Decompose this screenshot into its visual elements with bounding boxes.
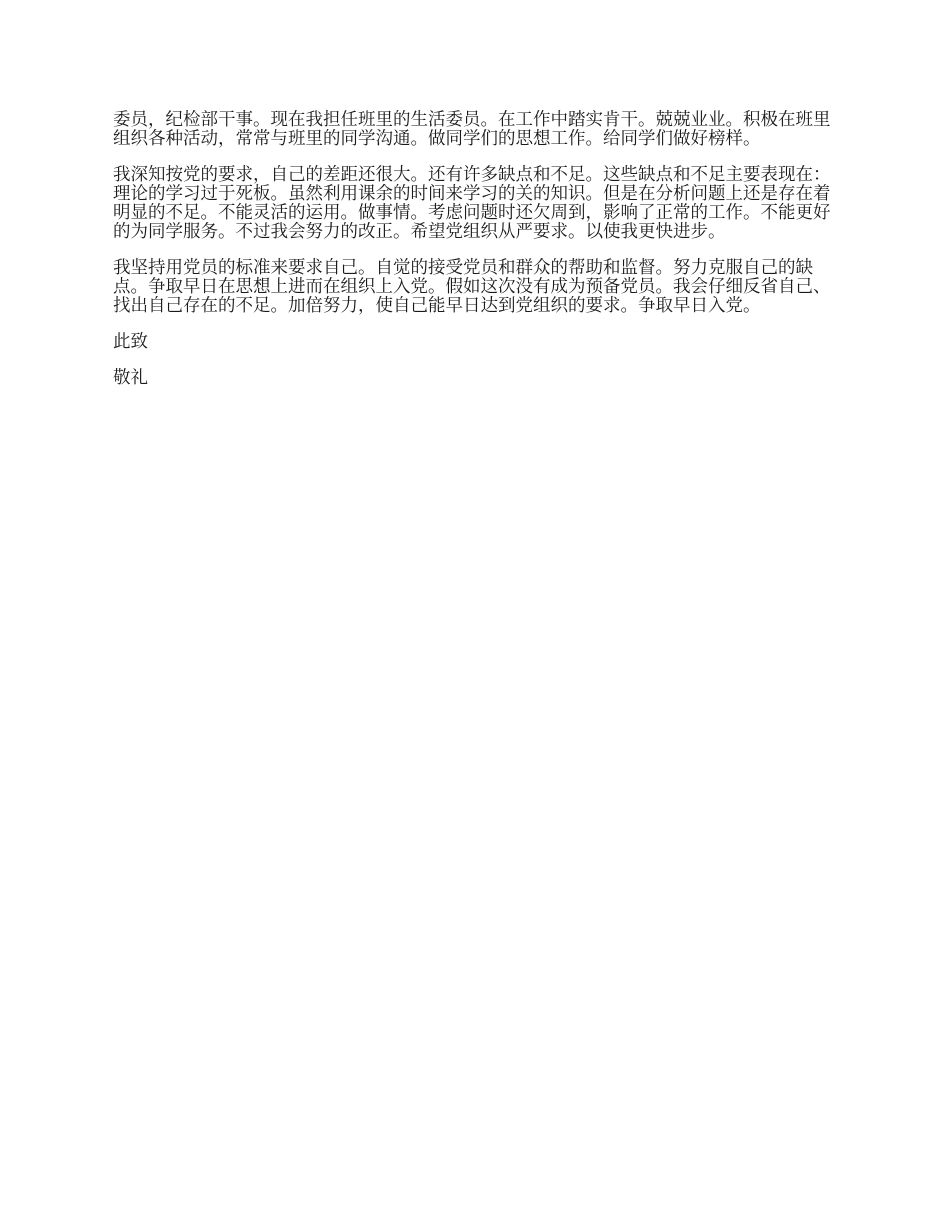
paragraph-3: 我坚持用党员的标准来要求自己。自觉的接受党员和群众的帮助和监督。努力克服自己的缺点。争取早日在思想上进而在组织上入党。假如这次没有成为预备党员。我会仔细反省自己、找出自己存在的不足。加倍努力，使自己能早日达到党组织的要求。争取早日入党。 <box>113 258 831 316</box>
closing-regards: 敬礼 <box>113 368 148 388</box>
closing-salutation: 此致 <box>113 332 148 352</box>
paragraph-2: 我深知按党的要求，自己的差距还很大。还有许多缺点和不足。这些缺点和不足主要表现在：理论的学习过于死板。虽然利用课余的时间来学习的关的知识。但是在分析问题上还是存在着明显的不足。不能灵活的运用。做事情。考虑问题时还欠周到，影响了正常的工作。不能更好的为同学服务。不过我会努力的改正。希望党组织从严要求。以使我更快进步。 <box>113 165 831 242</box>
document-body <box>113 111 840 405</box>
paragraph-1: 委员，纪检部干事。现在我担任班里的生活委员。在工作中踏实肯干。兢兢业业。积极在班里组织各种活动，常常与班里的同学沟通。做同学们的思想工作。给同学们做好榜样。 <box>113 110 831 149</box>
